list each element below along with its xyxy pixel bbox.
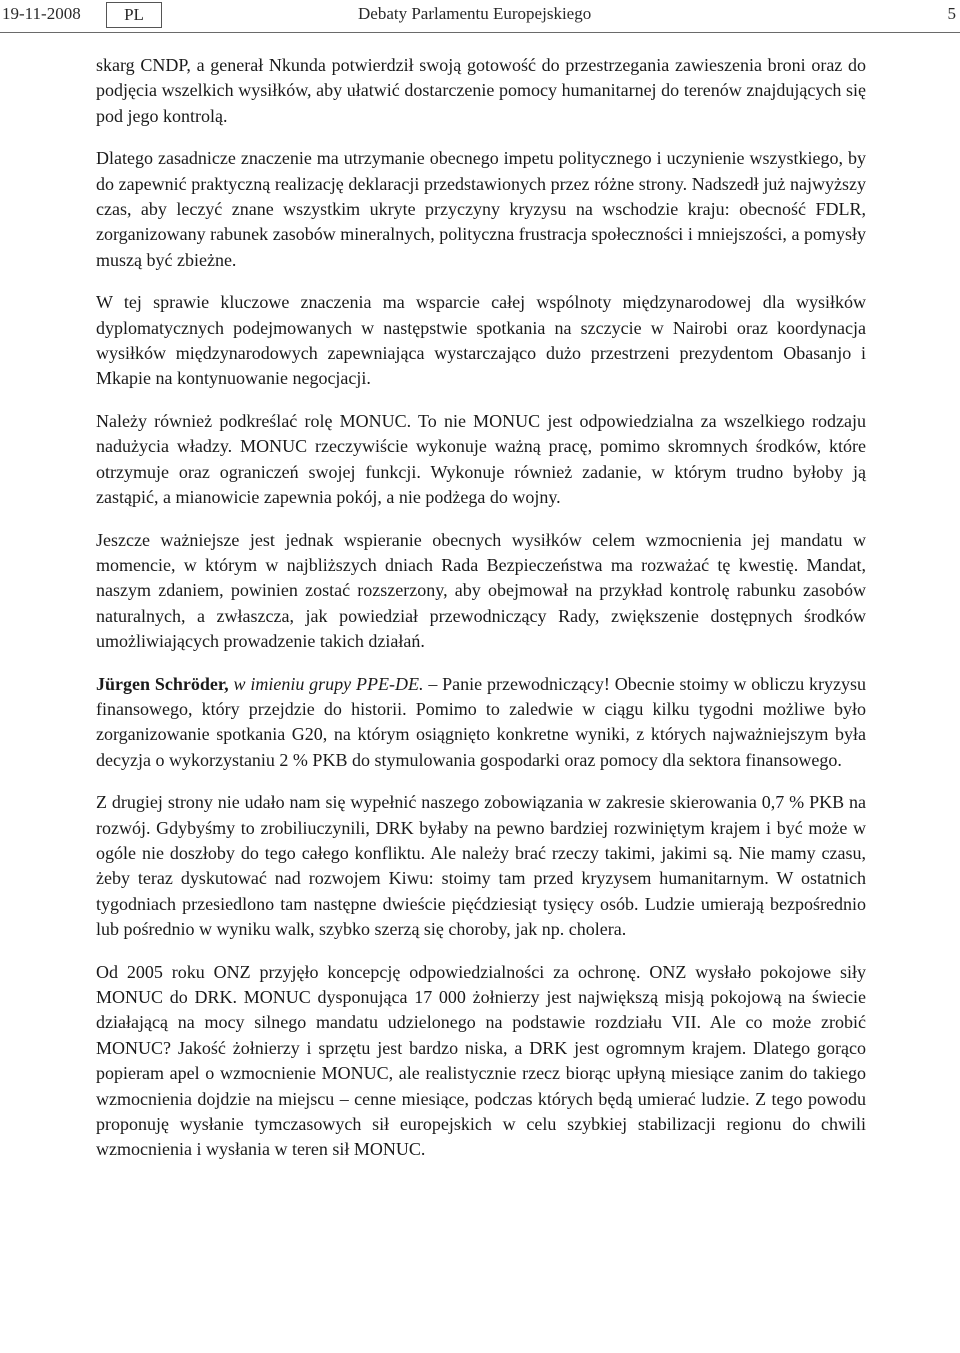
language-badge: PL (106, 2, 162, 28)
paragraph: Należy również podkreślać rolę MONUC. To nie MONUC jest odpowiedzialna za wszelkiego rodzaju nadużycia władzy. MONUC rzeczywiście wykonuje ważną pracę, pomimo skromnych środków, które otrzymuje oraz ograniczeń swojej funkcji. Wykonuje również zadanie, w którym trudno byłoby ją zastąpić, a mianowicie zapewnia pokój, a nie podżega do wojny. (96, 410, 866, 508)
page-number: 5 (947, 4, 956, 23)
paragraph: Od 2005 roku ONZ przyjęło koncepcję odpowiedzialności za ochronę. ONZ wysłało pokojowe siły MONUC do DRK. MONUC dysponująca 17 000 żołnierzy jest największą misją pokojową na świecie działającą na mocy silnego mandatu udzielonego na podstawie rozdziału VII. Ale co może zrobić MONUC? Jakość żołnierzy i sprzętu jest bardzo niska, a DRK jest ogromnym krajem. Dlatego gorąco popieram apel o wzmocnienie MONUC, ale realistycznie rzecz biorąc upłyną miesiące zanim do takiego wzmocnienia dojdzie na miejscu – cenne miesiące, podczas których będą umierać ludzie. Z tego powodu proponuję wysłanie tymczasowych sił europejskich w celu szybkiej stabilizacji regionu do chwili wzmocnienia i wysłania w teren sił MONUC. (96, 961, 866, 1160)
header-date: 19-11-2008 (2, 4, 81, 23)
speech-paragraph (96, 672, 866, 774)
paragraph: Dlatego zasadnicze znaczenie ma utrzymanie obecnego impetu politycznego i uczynienie wszystkiego, by do zapewnić praktyczną realizację deklaracji przedstawionych przez różne strony. Nadszedł już najwyższy czas, aby leczyć znane wszystkim ukryte przyczyny kryzysu na wschodzie kraju: obecność FDLR, zorganizowany rabunek zasobów mineralnych, polityczna frustracja społeczności i mniejszości, a pomysły muszą być zbieżne. (96, 148, 866, 270)
document-body (96, 53, 866, 1180)
page-header (0, 0, 960, 33)
paragraph: Z drugiej strony nie udało nam się wypełnić naszego zobowiązania w zakresie skierowania 0,7 % PKB na rozwój. Gdybyśmy to zrobiliuczynili, DRK byłaby na pewno bardziej rozwiniętym krajem i być może w ogóle nie doszłoby do tego całego konfliktu. Ale należy brać rzeczy takimi, jakimi są. Nie mamy czasu, żeby teraz dyskutować nad rozwojem Kiwu: stoimy tam przed kryzysem humanitarnym. W ostatnich tygodniach przesiedlono tam następne dwieście pięćdziesiąt tysięcy osób. Ludzie umierają bezpośrednio lub pośrednio w wyniku walk, szybko szerzą się choroby, jak np. cholera. (96, 792, 866, 940)
speech-text: – Panie przewodniczący! Obecnie stoimy w obliczu kryzysu finansowego, który przejdzie do historii. Pomimo to zaledwie w ciągu kilku tygodni możliwe było zorganizowanie spotkania G20, na którym osiągnięto konkretne wyniki, z których najważniejszym była decyzja o wykorzystaniu 2 % PKB do stymulowania gospodarki oraz pomocy dla sektora finansowego. (96, 673, 867, 770)
publication-title: Debaty Parlamentu Europejskiego (358, 4, 592, 23)
paragraph: skarg CNDP, a generał Nkunda potwierdził swoją gotowość do przestrzegania zawieszenia broni oraz do podjęcia wszelkich wysiłków, aby ułatwić dostarczenie pomocy humanitarnej do terenów znajdujących się pod jego kontrolą. (96, 55, 866, 126)
speaker-name: Jürgen Schröder, (96, 673, 229, 694)
paragraph: Jeszcze ważniejsze jest jednak wspieranie obecnych wysiłków celem wzmocnienia jej mandatu w momencie, w którym w najbliższych dniach Rada Bezpieczeństwa ma rozważać tę kwestię. Mandat, naszym zdaniem, powinien zostać rozszerzony, aby obejmował na przykład kontrolę rabunku zasobów naturalnych, a zwłaszcza, jak powiedział przewodniczący Rady, zwiększenie dostępnych środków umożliwiających prowadzenie takich działań. (96, 529, 866, 652)
speaker-group: w imieniu grupy PPE-DE. (233, 673, 424, 694)
paragraph: W tej sprawie kluczowe znaczenia ma wsparcie całej wspólnoty międzynarodowej dla wysiłków dyplomatycznych podejmowanych w następstwie spotkania na szczycie w Nairobi oraz koordynacja wysiłków międzynarodowych zapewniająca wystarczająco dużo przestrzeni prezydentom Obasanjo i Mkapie na kontynuowanie negocjacji. (96, 292, 866, 389)
